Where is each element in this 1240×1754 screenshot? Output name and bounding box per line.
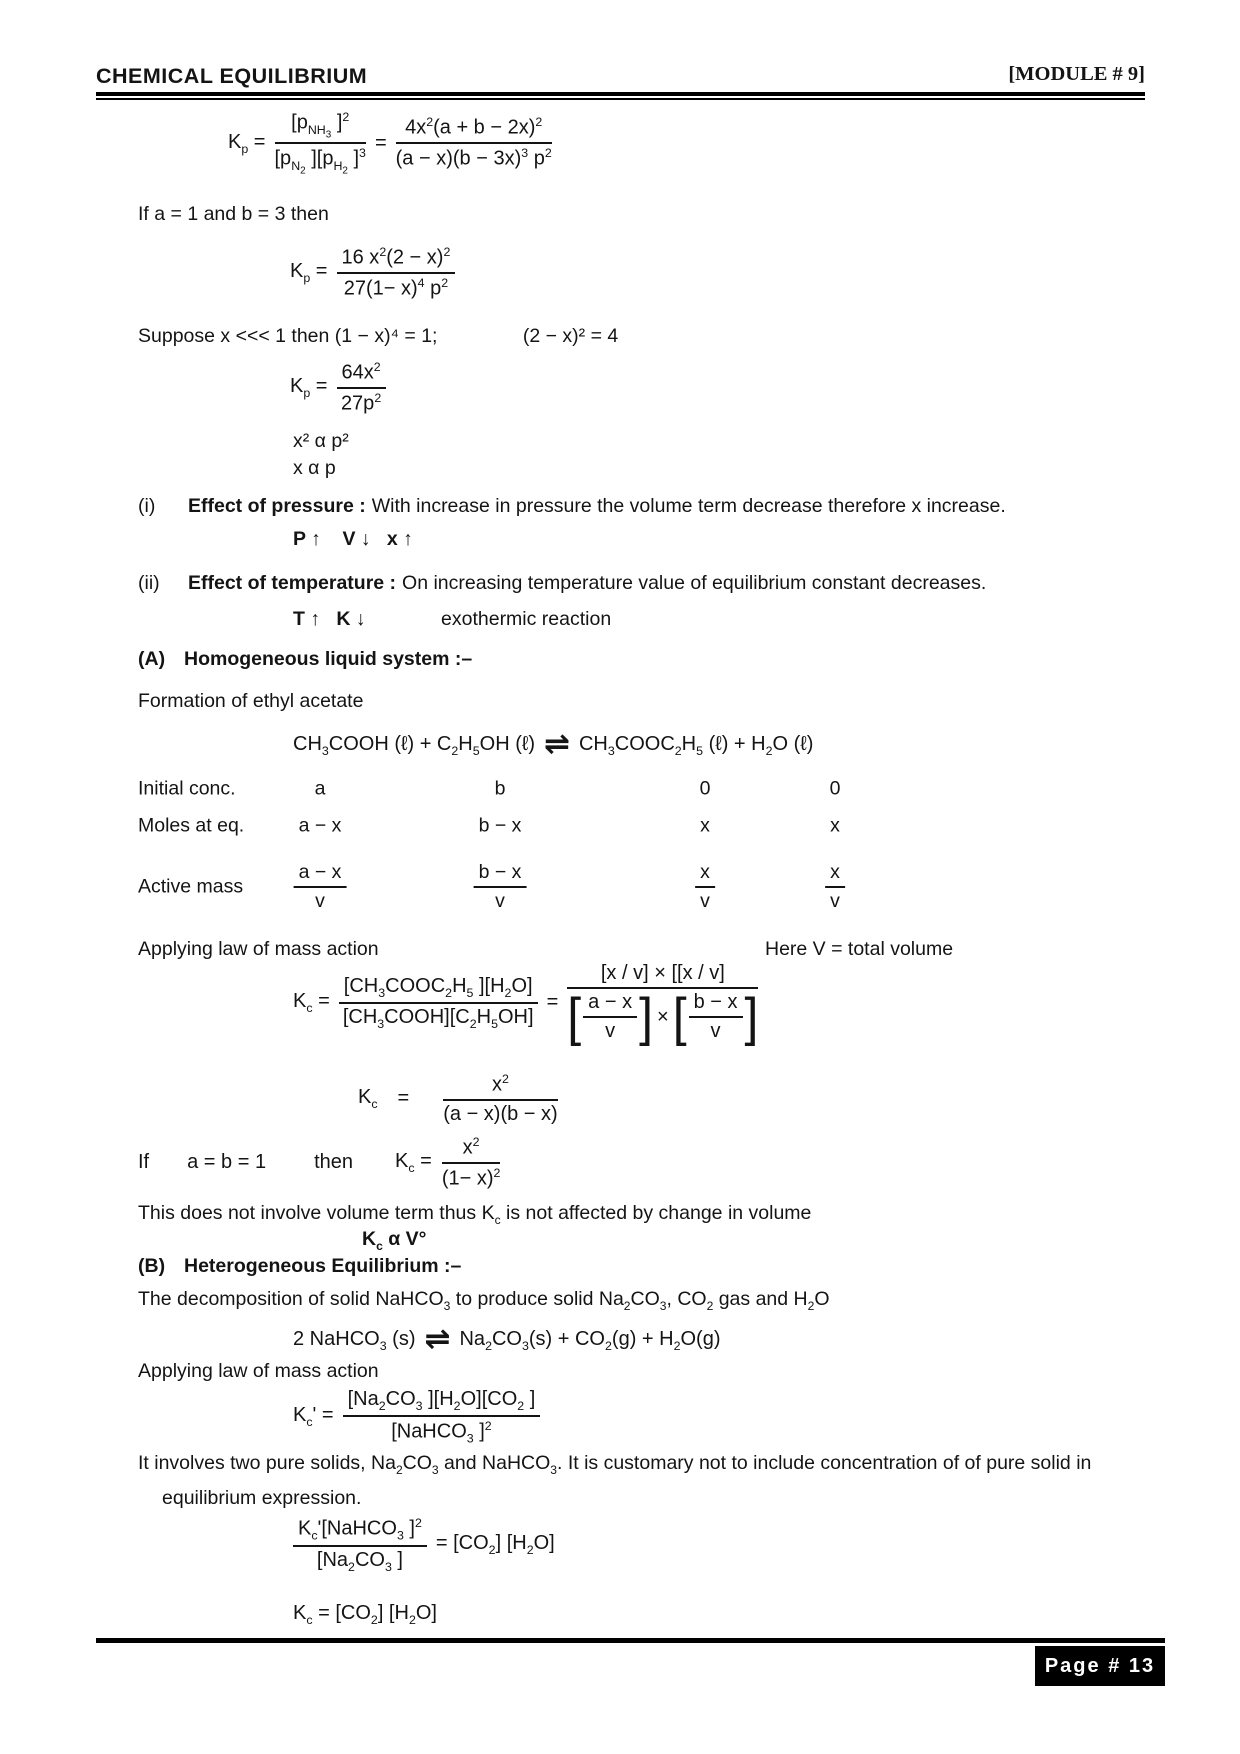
kp64-num: $64x^2$: [337, 360, 386, 389]
formula-kp-general: [228, 110, 552, 176]
cell-initial-b: b: [494, 777, 506, 800]
kc-lhs: $K_c$ =: [293, 990, 330, 1015]
formula-kp-approx: [290, 360, 386, 415]
item-i-body: [188, 495, 1006, 518]
section-b-heading: [138, 1255, 461, 1278]
reaction-esterification: [293, 726, 814, 761]
right-bracket: ]: [744, 987, 759, 1047]
kc2-lhs: $K_c$: [358, 1086, 378, 1112]
left-bracket: [: [567, 987, 582, 1047]
kcp2-fraction: [293, 1516, 427, 1574]
pressure-arrows: P ↑ V ↓ x ↑: [293, 528, 413, 550]
item-effect-of-pressure: [138, 495, 1148, 518]
suppose-left: Suppose x <<< 1 then (1 − x)⁴ = 1;: [138, 325, 438, 347]
cell-initial-a: a: [314, 777, 326, 800]
line-here-v: Here V = total volume: [765, 938, 954, 960]
formula-kc-final: $K_c = [CO_2]$ $[H_2O]$: [293, 1602, 437, 1627]
line-if-a-b: If a = 1 and b = 3 then: [138, 203, 329, 225]
kc-xv-den: [567, 987, 759, 1047]
reaction2-lhs: 2 NaHCO$_3$ (s): [293, 1328, 416, 1353]
row-label: Active mass: [138, 875, 244, 898]
item-i-label: Effect of pressure :: [188, 495, 366, 517]
module-label: [MODULE # 9]: [1008, 63, 1145, 85]
table-row-moles-eq: [138, 813, 938, 839]
reaction2-rhs: $Na_2CO_3(s) + CO_2(g) + H_2O(g)$: [459, 1328, 721, 1353]
equilibrium-arrow-icon: ⇌: [424, 1321, 451, 1356]
active-x2-num: x: [825, 861, 845, 888]
active-ax-num: a − x: [294, 861, 347, 888]
line-volume-note: This does not involve volume term thus $K_c$ is not affected by change in volume: [138, 1202, 812, 1227]
kc2-fraction: [443, 1072, 557, 1126]
left-bracket: [: [672, 987, 687, 1047]
formula-kp-reduced: [290, 245, 455, 300]
kp-pressure-num: [$p_{NH_3}$ ]$^2$: [275, 110, 366, 144]
kcp2-rhs: = $[CO_2]$ $[H_2O]$: [435, 1532, 555, 1558]
kp-x-fraction: [396, 115, 552, 170]
cell-initial-0a: 0: [699, 777, 711, 800]
section-b-title: Heterogeneous Equilibrium :–: [184, 1255, 462, 1277]
equals-sign: =: [546, 991, 559, 1013]
proportionality-x2-p2: x² α p²: [293, 430, 349, 452]
line-pure-solids-2: equilibrium expression.: [162, 1487, 362, 1509]
kcp-num: [$Na_2CO_3$ ]$[H_2O][CO_2$ ]: [343, 1388, 541, 1417]
ax-over-v-fraction: [583, 991, 637, 1043]
kc3-den: $(1- x)^2$: [441, 1165, 501, 1190]
bx-den: v: [710, 1020, 721, 1042]
kcp2-num: $K_c'[NaHCO_3$ ]$^2$: [293, 1516, 427, 1547]
page-number-badge: Page # 13: [1035, 1646, 1165, 1686]
kc2-num: $x^2$: [443, 1072, 557, 1101]
kc-conc-den: $[CH_3COOH][C_2H_5OH]$: [342, 1005, 534, 1031]
item-ii-body: [188, 572, 986, 595]
active-bx-den: v: [495, 890, 505, 912]
line-decomposition: The decomposition of solid NaHCO$_3$ to produce solid $Na_2CO_3$, $CO_2$ gas and $H_2O$: [138, 1288, 830, 1313]
item-ii-text: On increasing temperature value of equilibrium constant decreases.: [402, 572, 987, 594]
formula-kc-simplified: [358, 1072, 558, 1126]
line-formation: Formation of ethyl acetate: [138, 690, 364, 712]
reaction1-rhs: $CH_3COOC_2H_5$ (ℓ) + $H_2O$ (ℓ): [578, 733, 814, 758]
kcp2-den: [$Na_2CO_3$ ]: [316, 1548, 403, 1574]
cell-moles-x2: x: [830, 814, 840, 837]
then-word: then: [314, 1151, 354, 1174]
active-ax-den: v: [315, 890, 325, 912]
section-a-heading: [138, 648, 472, 671]
page-title: CHEMICAL EQUILIBRIUM: [96, 64, 368, 88]
temperature-arrows: T ↑ K ↓: [293, 608, 366, 630]
ax-num: a − x: [583, 991, 637, 1018]
kp64-den: $27p^2$: [340, 390, 382, 415]
kcp-fraction: [343, 1388, 541, 1446]
item-effect-of-temperature: [138, 572, 1148, 595]
kc3-fraction: [442, 1135, 501, 1190]
item-i-text: With increase in pressure the volume term decrease therefore x increase.: [371, 495, 1006, 517]
active-x1-den: v: [700, 890, 710, 912]
cell-moles-x1: x: [700, 814, 710, 837]
reaction1-lhs: $CH_3COOH$ (ℓ) + $C_2H_5OH$ (ℓ): [293, 733, 535, 758]
equilibrium-arrow-icon: ⇌: [543, 726, 570, 761]
line-pure-solids-1: It involves two pure solids, $Na_2CO_3$ and NaHCO$_3$. It is customary not to include concentration of of pure solid in: [138, 1452, 1092, 1477]
footer-rule: [96, 1638, 1165, 1643]
suppose-right: (2 − x)² = 4: [522, 325, 619, 347]
cell-active-x2: [825, 861, 845, 913]
ax-den: v: [605, 1020, 616, 1042]
temperature-arrows-line: [293, 608, 611, 631]
formula-kc-prime: [293, 1388, 540, 1446]
cell-initial-0b: 0: [829, 777, 841, 800]
equals-sign: =: [374, 131, 387, 154]
active-bx-num: b − x: [474, 861, 527, 888]
cell-active-bx: [474, 861, 527, 913]
kp64-fraction: [337, 360, 386, 415]
proportionality-x-p: x α p: [293, 457, 336, 479]
kc-conc-num: [$CH_3COOC_2H_5$ ]$[H_2O]$: [339, 975, 538, 1004]
formula-kc-mass-action: [293, 962, 759, 1047]
row-label: Moles at eq.: [138, 814, 245, 837]
kcp-den: [NaHCO$_3$ ]$^2$: [391, 1419, 492, 1446]
table-row-initial-conc: [138, 776, 938, 802]
cell-active-ax: [294, 861, 347, 913]
reaction-bicarbonate: [293, 1321, 721, 1356]
kp16-lhs: $K_p$ =: [290, 260, 328, 286]
section-a-marker: (A): [138, 648, 166, 670]
kp16-den: $27(1- x)^4$ $p^2$: [343, 275, 449, 300]
kc-xv-num: [x / v] × [[x / v]: [567, 962, 758, 989]
kp16-num: 16 $x^2(2 - x)^2$: [337, 245, 456, 274]
kp64-lhs: $K_p$ =: [290, 375, 328, 401]
item-i-marker: (i): [138, 495, 156, 517]
kp-pressure-den: [$p_{N_2}$ ][$p_{H_2}$ ]$^3$: [274, 146, 366, 177]
cell-moles-ax: a − x: [298, 814, 342, 837]
kc-xv-fraction: [567, 962, 759, 1047]
kc3-lhs: $K_c$ =: [395, 1150, 432, 1176]
formula-if-a-b-1: [138, 1135, 500, 1190]
row-label: Initial conc.: [138, 777, 236, 800]
line-kc-alpha-v0: $K_c$ α V°: [362, 1228, 427, 1253]
line-applying-law-1: Applying law of mass action: [138, 938, 379, 960]
line-applying-law-2: Applying law of mass action: [138, 1360, 379, 1382]
kc-conc-fraction: [339, 975, 538, 1031]
condition-a-b-1: a = b = 1: [187, 1151, 267, 1174]
kp16-fraction: [337, 245, 456, 300]
bx-over-v-fraction: [689, 991, 743, 1043]
if-word: If: [138, 1151, 150, 1174]
active-x1-num: x: [695, 861, 715, 888]
kp-x-num: $4x^2(a + b - 2x)^2$: [396, 115, 552, 144]
line-suppose: [138, 325, 618, 348]
kcp-lhs: $K_c'$ =: [293, 1404, 334, 1430]
kc3-num: $x^2$: [442, 1135, 501, 1164]
bx-num: b − x: [689, 991, 743, 1018]
formula-kc-prime-rearranged: [293, 1516, 555, 1574]
kp-pressure-fraction: [275, 110, 366, 176]
kc2-den: (a − x)(b − x): [443, 1102, 558, 1125]
table-row-active-mass: [138, 855, 938, 919]
active-x2-den: v: [830, 890, 840, 912]
cell-moles-bx: b − x: [478, 814, 522, 837]
right-bracket: ]: [639, 987, 653, 1047]
cell-active-x1: [695, 861, 715, 913]
kp-x-den: $(a - x)(b - 3x)^3$ $p^2$: [395, 146, 552, 170]
section-a-title: Homogeneous liquid system :–: [184, 648, 473, 670]
item-ii-label: Effect of temperature :: [188, 572, 397, 594]
times-sign: ×: [657, 1005, 669, 1028]
item-ii-marker: (ii): [138, 572, 160, 594]
section-b-marker: (B): [138, 1255, 166, 1277]
kp-lhs: $K_p$ =: [228, 130, 266, 156]
equals-sign: =: [397, 1087, 410, 1110]
exothermic-note: exothermic reaction: [441, 608, 612, 630]
header-rule: [96, 92, 1145, 100]
